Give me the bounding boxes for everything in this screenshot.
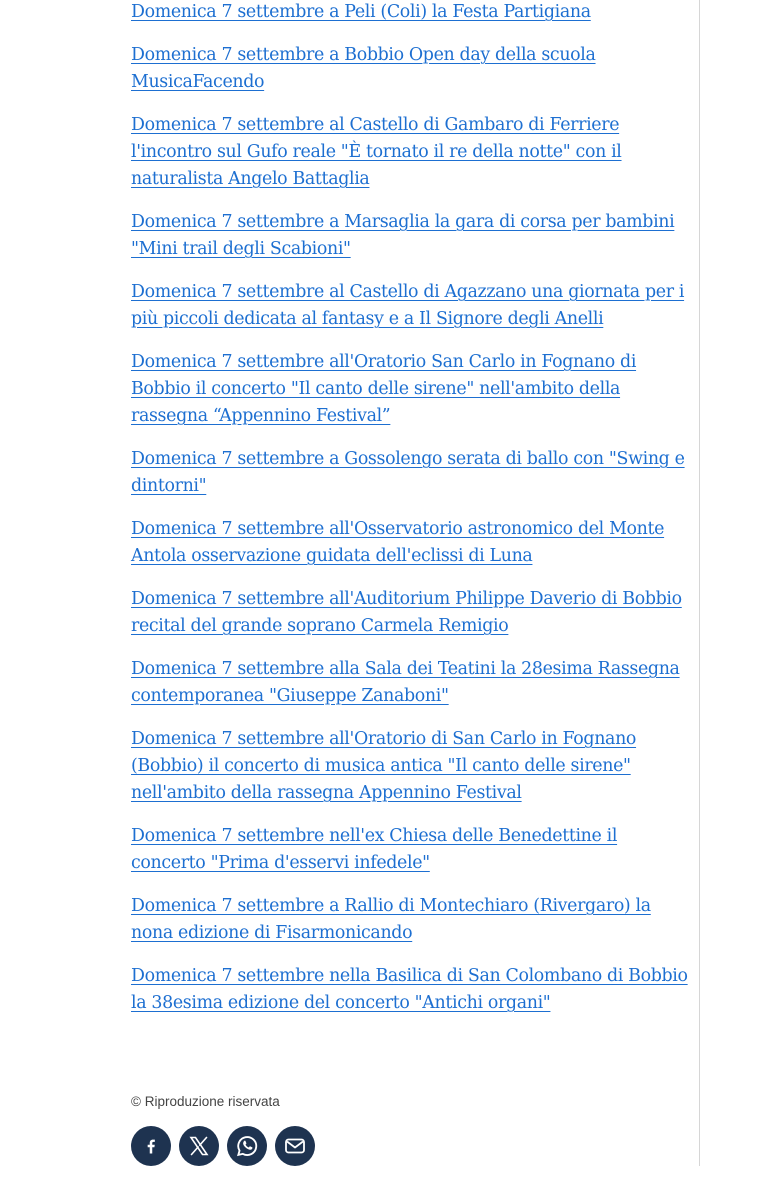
- related-link[interactable]: Domenica 7 settembre al Castello di Agazzano una giornata per i più piccoli dedicata al fantasy e a Il Signore degli Anelli: [131, 282, 685, 329]
- column-divider: [699, 0, 700, 1166]
- share-bar: [131, 1126, 315, 1166]
- share-facebook-button[interactable]: [131, 1126, 171, 1166]
- related-link[interactable]: Domenica 7 settembre a Bobbio Open day della scuola MusicaFacendo: [131, 45, 596, 92]
- related-link[interactable]: Domenica 7 settembre all'Auditorium Philippe Daverio di Bobbio recital del grande soprano Carmela Remigio: [131, 589, 682, 636]
- related-link[interactable]: Domenica 7 settembre all'Oratorio San Carlo in Fognano di Bobbio il concerto "Il canto delle sirene" nell'ambito della rassegna “Appennino Festival”: [131, 352, 637, 426]
- related-link[interactable]: Domenica 7 settembre a Gossolengo serata di ballo con "Swing e dintorni": [131, 449, 685, 496]
- share-x-button[interactable]: [179, 1126, 219, 1166]
- share-whatsapp-button[interactable]: [227, 1126, 267, 1166]
- related-link[interactable]: Domenica 7 settembre all'Osservatorio astronomico del Monte Antola osservazione guidata dell'eclissi di Luna: [131, 519, 665, 566]
- x-icon: [187, 1134, 211, 1158]
- related-link[interactable]: Domenica 7 settembre a Marsaglia la gara di corsa per bambini "Mini trail degli Scabioni": [131, 212, 675, 259]
- related-link[interactable]: Domenica 7 settembre nella Basilica di San Colombano di Bobbio la 38esima edizione del concerto "Antichi organi": [131, 966, 688, 1013]
- related-events-list: [131, 0, 691, 1033]
- whatsapp-icon: [234, 1133, 260, 1159]
- related-link[interactable]: Domenica 7 settembre nell'ex Chiesa delle Benedettine il concerto "Prima d'esservi infedele": [131, 826, 618, 873]
- related-link[interactable]: Domenica 7 settembre all'Oratorio di San Carlo in Fognano (Bobbio) il concerto di musica antica "Il canto delle sirene" nell'ambito della rassegna Appennino Festival: [131, 729, 637, 803]
- related-link[interactable]: Domenica 7 settembre a Rallio di Montechiaro (Rivergaro) la nona edizione di Fisarmonicando: [131, 896, 651, 943]
- email-icon: [283, 1134, 307, 1158]
- related-link[interactable]: Domenica 7 settembre al Castello di Gambaro di Ferriere l'incontro sul Gufo reale "È tornato il re della notte" con il naturalista Angelo Battaglia: [131, 115, 622, 189]
- facebook-icon: [141, 1136, 161, 1156]
- related-link[interactable]: Domenica 7 settembre a Peli (Coli) la Festa Partigiana: [131, 2, 591, 22]
- copyright-notice: © Riproduzione riservata: [131, 1094, 280, 1109]
- share-email-button[interactable]: [275, 1126, 315, 1166]
- related-link[interactable]: Domenica 7 settembre alla Sala dei Teatini la 28esima Rassegna contemporanea "Giuseppe Zanaboni": [131, 659, 680, 706]
